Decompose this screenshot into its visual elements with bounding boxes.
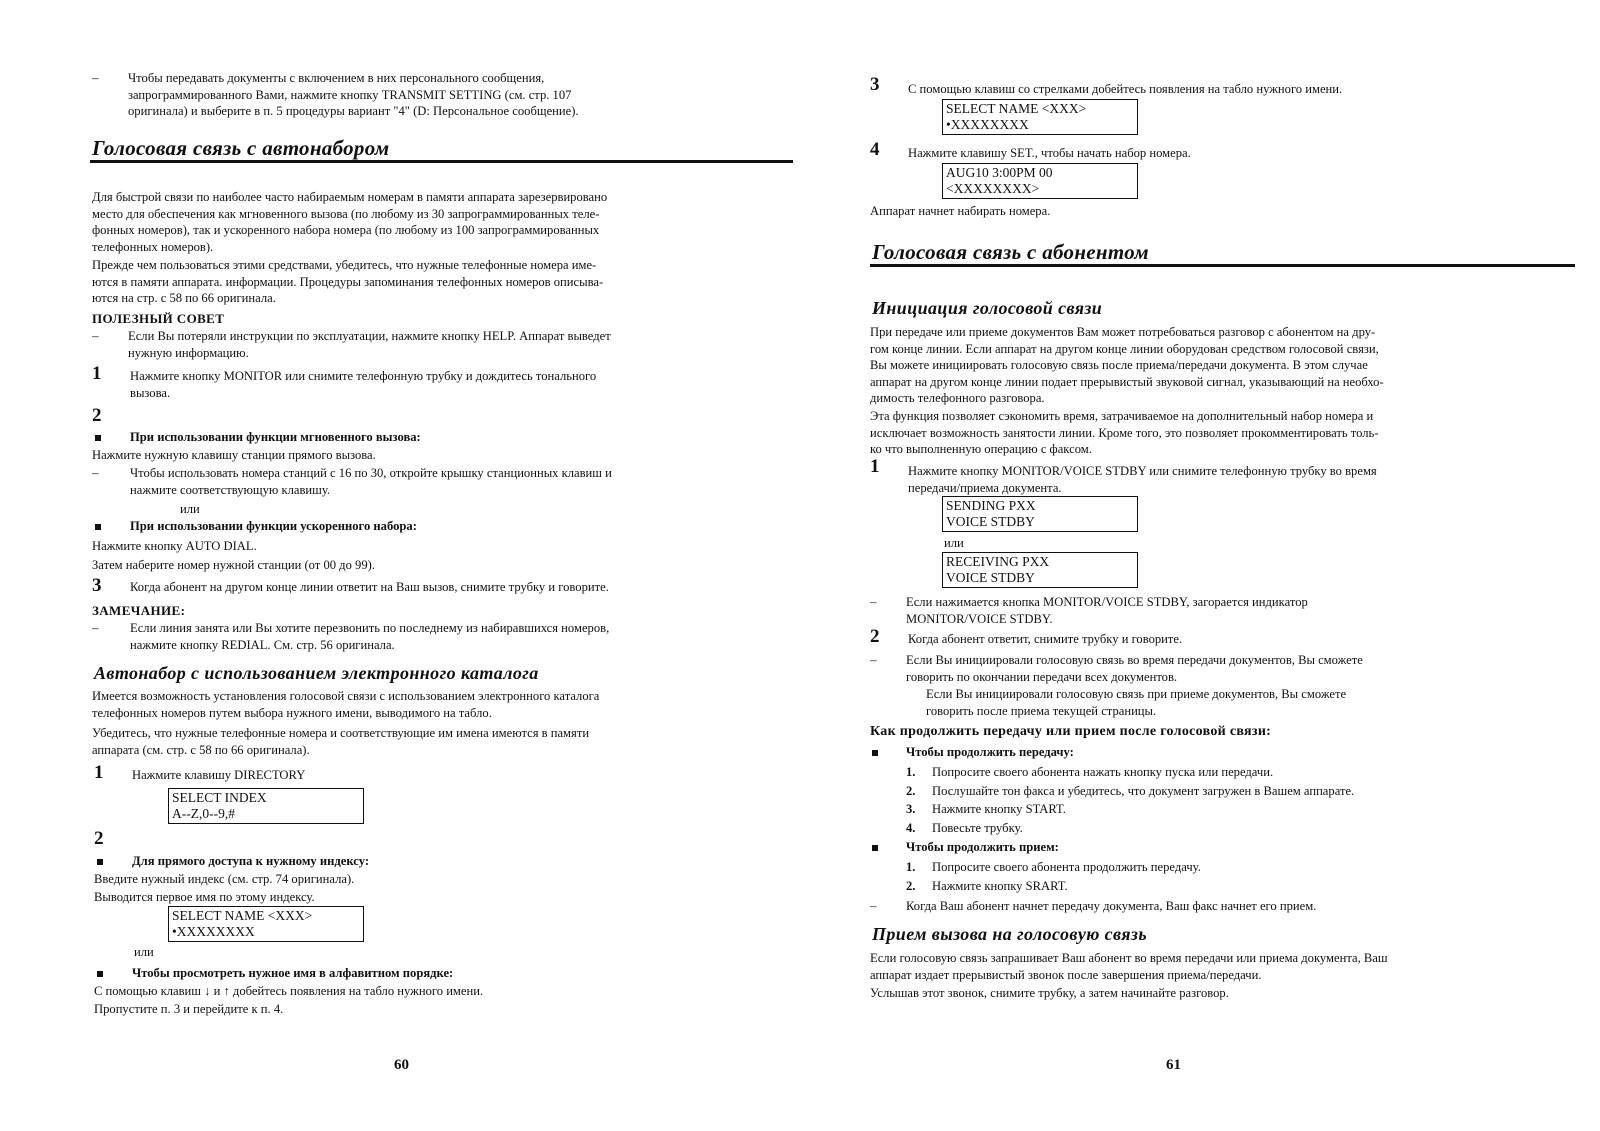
text-line: запрограммированного Вами, нажмите кнопку TRANSMIT SETTING (см. стр. 107 (128, 87, 572, 102)
text-line: оригинала) и выберите в п. 5 процедуры вариант "4" (D: Персональное сообщение). (128, 104, 579, 118)
item-text: Нажмите кнопку SRART. (932, 878, 1068, 893)
text-line: фонных номеров), так и ускоренного набора номера (по любому из 100 запрограммированных (92, 223, 600, 237)
continue-heading: Как продолжить передачу или прием после голосовой связи: (870, 724, 1272, 739)
text-line: Выводится первое имя по этому индексу. (94, 890, 315, 904)
list-item (906, 783, 1576, 800)
bullet-heading: Чтобы продолжить передачу: (906, 745, 1074, 759)
step-text: С помощью клавиш со стрелками добейтесь появления на табло нужного имени. (908, 82, 1343, 96)
bullet-heading: При использовании функции мгновенного вызова: (130, 430, 421, 444)
text-line: Прежде чем пользоваться этими средствами, убедитесь, что нужные телефонные номера име- (92, 258, 597, 272)
text-line: Если Вы инициировали голосовую связь при приеме документов, Вы сможете (926, 687, 1347, 701)
text-line: Услышав этот звонок, снимите трубку, а затем начинайте разговор. (870, 986, 1229, 1000)
step-number: 4 (870, 139, 880, 160)
lcd-line: VOICE STDBY (946, 570, 1035, 585)
list-item (906, 764, 1576, 781)
step-text: Когда абонент ответит, снимите трубку и говорите. (908, 632, 1183, 646)
page-number: 61 (1166, 1057, 1181, 1073)
bullet-square-icon (95, 435, 101, 441)
paragraph (92, 189, 792, 255)
item-text: Послушайте тон факса и убедитесь, что документ загружен в Вашем аппарате. (932, 783, 1355, 798)
text-line: Затем наберите номер нужной станции (от 00 до 99). (92, 558, 375, 572)
item-text: Повесьте трубку. (932, 820, 1023, 835)
text-line: MONITOR/VOICE STDBY. (906, 611, 1053, 626)
text-line: аппарата (см. стр. с 58 по 66 оригинала). (92, 742, 310, 757)
dash-marker: – (92, 328, 99, 343)
text-line: телефонных номеров путем выбора нужного имени, выводимого на табло. (92, 705, 492, 720)
text-line: Если нажимается кнопка MONITOR/VOICE STDBY, загорается индикатор (906, 595, 1308, 609)
text-line: Вы можете инициировать голосовую связь после приема/передачи документа. В этом случае (870, 358, 1368, 372)
text-line: ются на стр. с 58 по 66 оригинала. (92, 291, 276, 305)
numbered-list (906, 859, 1576, 894)
section-heading: Голосовая связь с абонентом (872, 240, 1149, 264)
step-number: 2 (870, 626, 880, 647)
step-number: 2 (94, 828, 104, 849)
text-line: Нажмите кнопку MONITOR/VOICE STDBY или снимите телефонную трубку во время (908, 464, 1377, 478)
heading-rule (90, 160, 793, 163)
lcd-display (942, 163, 1138, 199)
paragraph (92, 257, 792, 307)
or-label: или (134, 945, 154, 959)
lcd-line: VOICE STDBY (946, 514, 1035, 529)
dash-marker: – (92, 70, 99, 85)
text-line: нажмите соответствующую клавишу. (130, 482, 331, 497)
step-text (908, 463, 1578, 496)
lcd-line: <XXXXXXXX> (946, 181, 1040, 196)
text-line: Если линия занята или Вы хотите перезвонить по последнему из набиравшихся номеров, (130, 621, 610, 635)
lcd-line: A--Z,0--9,# (172, 806, 235, 821)
dash-text (906, 652, 1576, 685)
text-line: Введите нужный индекс (см. стр. 74 оригинала). (94, 872, 355, 886)
text-line: ются в памяти аппарата. информации. Процедуры запоминания телефонных номеров описыва- (92, 274, 604, 289)
step-number: 3 (92, 575, 102, 596)
lcd-line: SELECT INDEX (172, 790, 267, 805)
subsection-heading: Прием вызова на голосовую связь (872, 924, 1147, 944)
intro-paragraph (128, 70, 728, 120)
subsection-heading: Инициация голосовой связи (872, 298, 1103, 318)
text-line: димость телефонного разговора. (870, 391, 1045, 405)
dash-text (906, 594, 1576, 627)
dash-text (926, 686, 1576, 719)
text-line: При передаче или приеме документов Вам может потребоваться разговор с абонентом на дру- (870, 325, 1376, 339)
list-item (906, 878, 1576, 895)
lcd-display (942, 99, 1138, 135)
text-line: ко что выполненную операцию с факсом. (870, 442, 1092, 456)
step-number: 3 (870, 74, 880, 95)
bullet-heading: Для прямого доступа к нужному индексу: (132, 854, 370, 868)
text-line: Нажмите кнопку AUTO DIAL. (92, 539, 257, 553)
item-text: Попросите своего абонента продолжить передачу. (932, 860, 1201, 874)
paragraph (92, 725, 792, 758)
lcd-display (168, 906, 364, 942)
text-line: гом конце линии. Если аппарат на другом конце линии оборудован средством голосовой связи, (870, 341, 1379, 356)
heading-rule (870, 264, 1575, 267)
text-line: Имеется возможность установления голосовой связи с использованием электронного каталога (92, 689, 600, 703)
step-text: Когда абонент на другом конце линии ответит на Ваш вызов, снимите трубку и говорите. (130, 580, 609, 594)
lcd-line: SENDING PXX (946, 498, 1036, 513)
text-line: Если Вы инициировали голосовую связь во время передачи документов, Вы сможете (906, 653, 1363, 667)
numbered-list (906, 764, 1576, 836)
dash-marker: – (92, 465, 99, 480)
lcd-line: AUG10 3:00PM 00 (946, 165, 1053, 180)
bullet-heading: Чтобы просмотреть нужное имя в алфавитном порядке: (132, 966, 454, 980)
text-line: Пропустите п. 3 и перейдите к п. 4. (94, 1002, 284, 1016)
item-number: 2. (906, 878, 916, 893)
text-line: говорить по окончании передачи всех документов. (906, 669, 1178, 684)
dash-marker: – (870, 594, 877, 609)
bullet-square-icon (97, 859, 103, 865)
text-line: Убедитесь, что нужные телефонные номера и соответствующие им имена имеются в памяти (92, 726, 590, 740)
dash-marker: – (870, 652, 877, 667)
text-line: передачи/приема документа. (908, 480, 1062, 495)
item-text: Нажмите кнопку START. (932, 802, 1066, 816)
step-text (130, 368, 790, 401)
dash-marker: – (870, 898, 877, 913)
right-page (800, 0, 1600, 1131)
text-line: Если Вы потеряли инструкции по эксплуатации, нажмите кнопку HELP. Аппарат выведет (128, 329, 611, 343)
text-line: нажмите кнопку REDIAL. См. стр. 56 оригинала. (130, 637, 395, 652)
item-number: 1. (906, 860, 916, 874)
text-line: телефонных номеров). (92, 239, 214, 254)
paragraph (92, 688, 792, 721)
list-item (906, 859, 1576, 876)
text-line: говорить после приема текущей страницы. (926, 703, 1157, 718)
text-line: вызова. (130, 385, 171, 400)
text-line: нужную информацию. (128, 345, 249, 360)
text-line: аппарат на другом конце линии подает прерывистый звуковой сигнал, указывающий на необхо- (870, 374, 1384, 389)
step-text: Нажмите клавишу DIRECTORY (132, 768, 306, 782)
text-line: Нажмите кнопку MONITOR или снимите телефонную трубку и дождитесь тонального (130, 369, 597, 383)
text-line: место для обеспечения как мгновенного вызова (по любому из 30 запрограммированных теле- (92, 206, 600, 221)
lcd-line: SELECT NAME <XXX> (172, 908, 313, 923)
page-number: 60 (394, 1057, 409, 1073)
dash-marker: – (92, 620, 99, 635)
text-line: Эта функция позволяет сэкономить время, затрачиваемое на дополнительный набор номера и (870, 409, 1374, 423)
bullet-square-icon (872, 750, 878, 756)
paragraph (870, 950, 1580, 983)
note-text (130, 620, 790, 653)
lcd-line: RECEIVING PXX (946, 554, 1050, 569)
lcd-display (942, 552, 1138, 588)
tip-label: ПОЛЕЗНЫЙ СОВЕТ (92, 311, 225, 326)
lcd-display (942, 496, 1138, 532)
text-line: Нажмите нужную клавишу станции прямого вызова. (92, 448, 376, 462)
item-number: 3. (906, 802, 916, 816)
lcd-line: •XXXXXXXX (946, 117, 1029, 132)
text-line: аппарат издает прерывистый звонок после завершения приема/передачи. (870, 967, 1262, 982)
step-number: 1 (94, 762, 104, 783)
text-line: Для быстрой связи по наиболее часто набираемым номерам в памяти аппарата зарезервировано (92, 190, 608, 204)
text-line: С помощью клавиш ↓ и ↑ добейтесь появления на табло нужного имени. (94, 984, 484, 998)
text-line: Если голосовую связь запрашивает Ваш абонент во время передачи или приема документа, Ваш (870, 951, 1388, 965)
lcd-line: SELECT NAME <XXX> (946, 101, 1087, 116)
text-line: исключает возможность занятости линии. Кроме того, это позволяет прокомментировать толь- (870, 425, 1379, 440)
bullet-heading: Чтобы продолжить прием: (906, 840, 1059, 854)
subsection-heading: Автонабор с использованием электронного каталога (94, 663, 539, 683)
list-item (906, 801, 1576, 818)
item-number: 2. (906, 783, 916, 798)
dash-text (130, 465, 790, 498)
paragraph (870, 408, 1580, 458)
step-number: 1 (92, 363, 102, 384)
list-item (906, 820, 1576, 837)
or-label: или (944, 536, 964, 550)
or-label: или (180, 502, 200, 516)
lcd-line: •XXXXXXXX (172, 924, 255, 939)
dash-text: Когда Ваш абонент начнет передачу документа, Ваш факс начнет его прием. (906, 899, 1317, 913)
item-number: 4. (906, 820, 916, 835)
section-heading: Голосовая связь с автонабором (92, 136, 390, 160)
text-line: Чтобы использовать номера станций с 16 по 30, откройте крышку станционных клавиш и (130, 466, 612, 480)
text-line: Чтобы передавать документы с включением в них персонального сообщения, (128, 71, 545, 85)
note-label: ЗАМЕЧАНИЕ: (92, 603, 186, 618)
bullet-square-icon (872, 845, 878, 851)
bullet-square-icon (97, 971, 103, 977)
paragraph (870, 324, 1580, 407)
text-line: Аппарат начнет набирать номера. (870, 204, 1051, 218)
step-number: 2 (92, 405, 102, 426)
tip-text (128, 328, 788, 361)
lcd-display (168, 788, 364, 824)
item-number: 1. (906, 765, 916, 779)
step-number: 1 (870, 456, 880, 477)
bullet-heading: При использовании функции ускоренного набора: (130, 519, 417, 533)
step-text: Нажмите клавишу SET., чтобы начать набор номера. (908, 146, 1191, 160)
item-text: Попросите своего абонента нажать кнопку пуска или передачи. (932, 765, 1274, 779)
bullet-square-icon (95, 524, 101, 530)
